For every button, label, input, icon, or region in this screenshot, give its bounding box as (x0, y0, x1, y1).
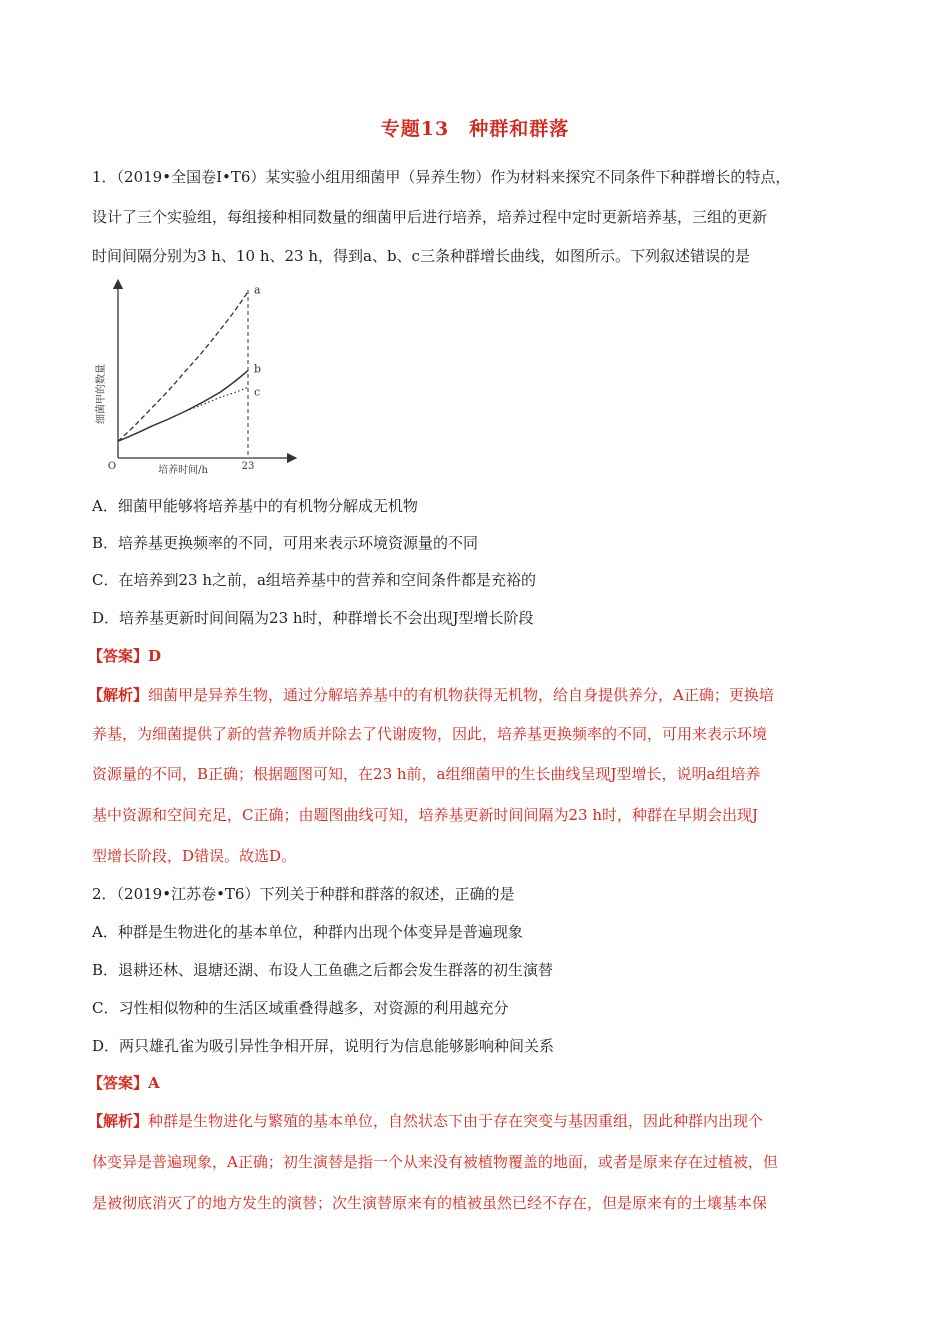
series-label-a: a (254, 283, 261, 297)
page-title: 专题13 种群和群落 (380, 118, 570, 140)
q2-answer-tag: 【答案】 (88, 1074, 149, 1092)
q1-stem-line-2: 设计了三个实验组，每组接种相同数量的细菌甲后进行培养，培养过程中定时更新培养基，三组的更新 (92, 208, 768, 226)
curve-b (118, 371, 248, 442)
q1-analysis-line-1: 【解析】细菌甲是异养生物，通过分解培养基中的有机物获得无机物，给自身提供养分，A正确；更换培 (88, 686, 774, 704)
q1-stem-line-3: 时间间隔分别为3 h、10 h、23 h，得到a、b、c三条种群增长曲线，如图所示。下列叙述错误的是 (92, 247, 750, 265)
q1-analysis-line-2: 养基，为细菌提供了新的营养物质并除去了代谢废物，因此，培养基更换频率的不同，可用来表示环境 (92, 725, 768, 743)
series-label-c: c (254, 385, 261, 399)
series-label-b: b (254, 362, 262, 376)
q1-analysis-tag: 【解析】 (88, 686, 149, 704)
q2-analysis-tag: 【解析】 (88, 1112, 149, 1130)
q1-stem-line-1: 1．（2019•全国卷Ⅰ•T6）某实验小组用细菌甲（异养生物）作为材料来探究不同条件下种群增长的特点， (92, 168, 791, 186)
x-axis-label: 培养时间/h (158, 465, 208, 476)
q2-answer (88, 1072, 868, 1094)
q1-option-c: C．在培养到23 h之前，a组培养基中的营养和空间条件都是充裕的 (92, 571, 536, 589)
curve-c (186, 387, 248, 411)
q2-answer-value: A (148, 1074, 160, 1092)
q1-option-b: B．培养基更换频率的不同，可用来表示环境资源量的不同 (92, 534, 479, 552)
origin-label: O (107, 461, 117, 472)
q1-answer-tag: 【答案】 (88, 647, 149, 665)
q2-option-d: D．两只雄孔雀为吸引异性争相开屏，说明行为信息能够影响种间关系 (92, 1037, 555, 1055)
x-tick-23: 23 (241, 461, 255, 472)
q1-analysis-line-4: 基中资源和空间充足，C正确；由题图曲线可知，培养基更新时间间隔为23 h时，种群在早期会出现J (92, 806, 759, 824)
q1-option-d: D．培养基更新时间间隔为23 h时，种群增长不会出现J型增长阶段 (92, 609, 534, 627)
q1-option-a: A．细菌甲能够将培养基中的有机物分解成无机物 (92, 497, 418, 515)
population-growth-chart (88, 276, 308, 476)
curve-a (118, 292, 248, 442)
q2-option-c: C．习性相似物种的生活区域重叠得越多，对资源的利用越充分 (92, 999, 509, 1017)
q2-analysis-line-3: 是被彻底消灭了的地方发生的演替；次生演替原来有的植被虽然已经不存在，但是原来有的土壤基本保 (92, 1194, 768, 1212)
q2-analysis-line-2: 体变异是普遍现象，A正确；初生演替是指一个从来没有被植物覆盖的地面，或者是原来存在过植被，但 (92, 1153, 778, 1171)
q1-answer (88, 645, 868, 667)
q2-option-b: B．退耕还林、退塘还湖、布设人工鱼礁之后都会发生群落的初生演替 (92, 961, 554, 979)
q2-stem: 2．（2019•江苏卷•T6）下列关于种群和群落的叙述，正确的是 (92, 885, 515, 903)
q1-analysis-line-5: 型增长阶段，D错误。故选D。 (92, 847, 297, 865)
q1-answer-value: D (148, 647, 162, 665)
y-axis-label: 细菌甲的数量 (96, 364, 107, 424)
q2-option-a: A．种群是生物进化的基本单位，种群内出现个体变异是普遍现象 (92, 923, 523, 941)
q2-analysis-line-1: 【解析】种群是生物进化与繁殖的基本单位，自然状态下由于存在突变与基因重组，因此种群内出现个 (88, 1112, 764, 1130)
q1-analysis-line-3: 资源量的不同，B正确；根据题图可知，在23 h前，a组细菌甲的生长曲线呈现J型增长，说明a组培养 (92, 765, 761, 783)
